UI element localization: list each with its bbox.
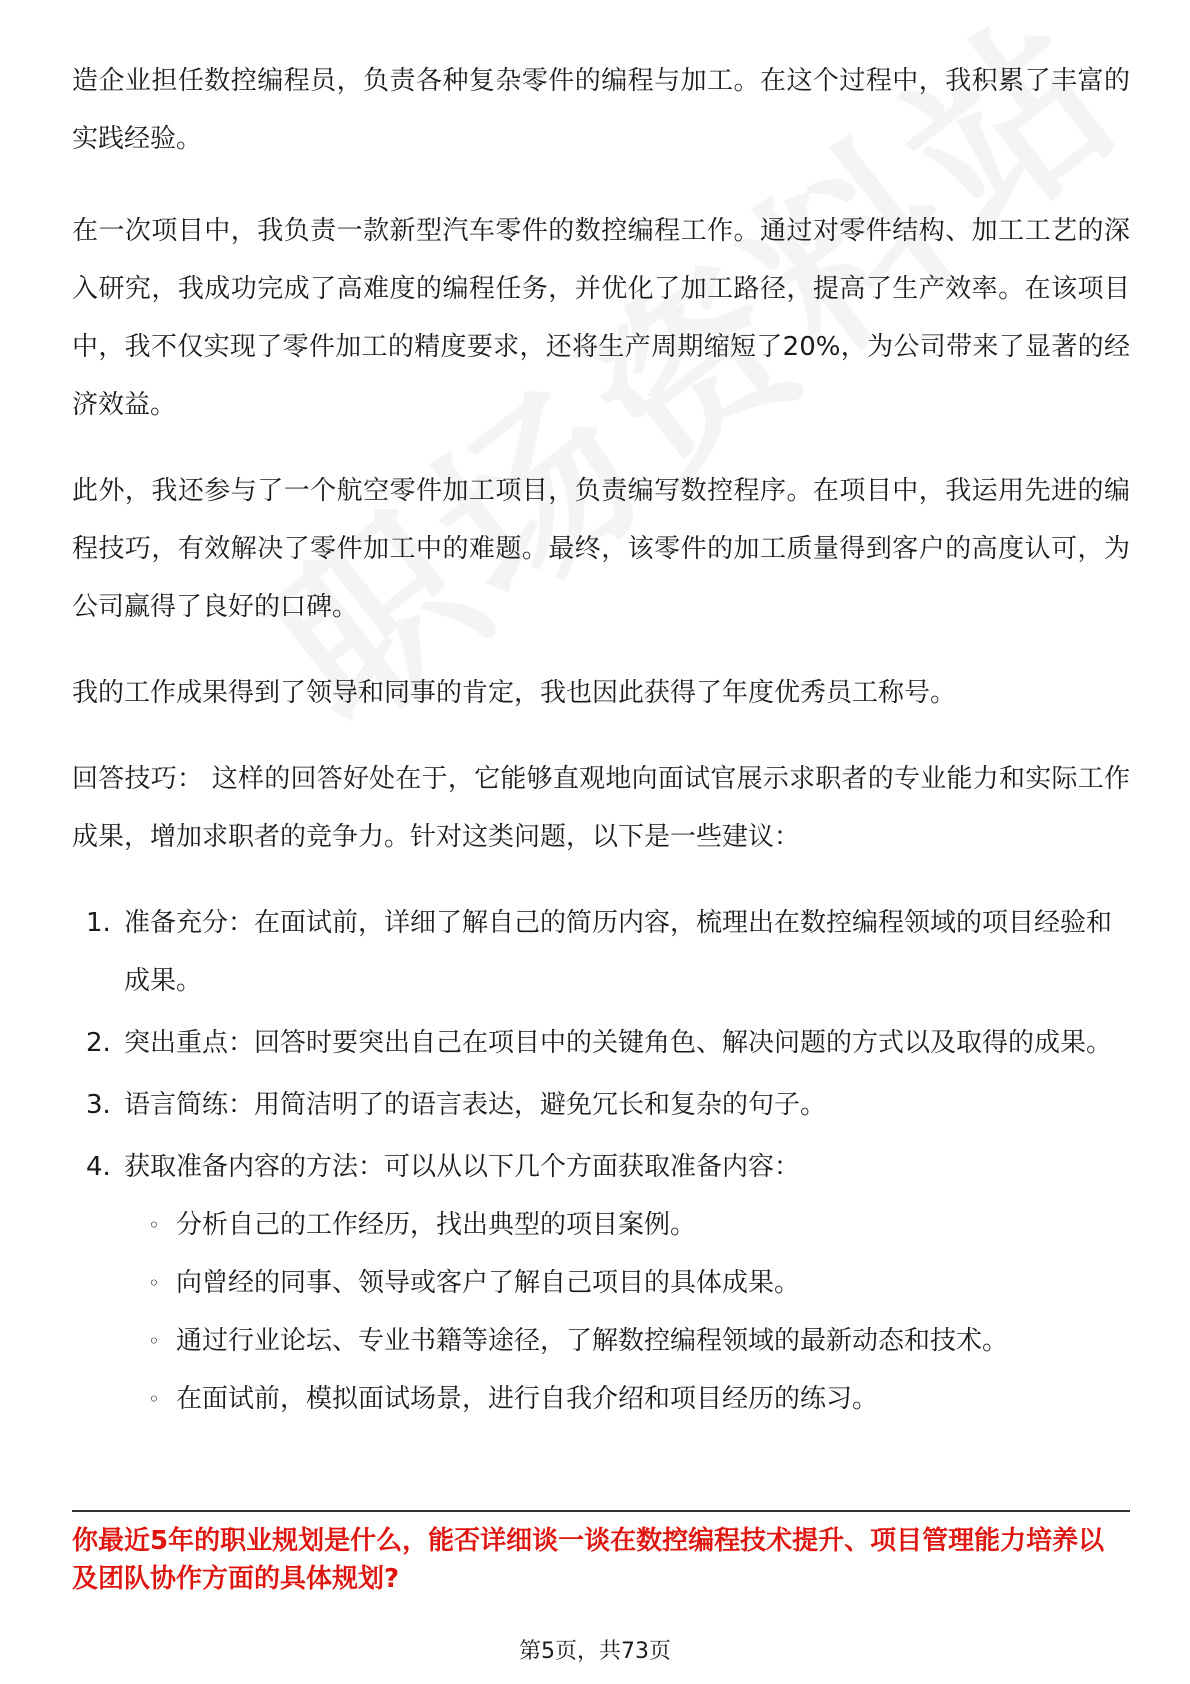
sub-list [124, 1196, 1130, 1428]
sub-list-item-text: 向曾经的同事、领导或客户了解自己项目的具体成果。 [176, 1268, 801, 1298]
tips-list [72, 894, 1130, 1428]
paragraph-4: 我的工作成果得到了领导和同事的肯定，我也因此获得了年度优秀员工称号。 [72, 678, 957, 708]
list-number: 1. [86, 908, 111, 938]
bullet-icon: ◦ [148, 1213, 160, 1237]
paragraph-1: 造企业担任数控编程员，负责各种复杂零件的编程与加工。在这个过程中，我积累了丰富的实践经验。 [72, 66, 1130, 154]
list-item-text: 获取准备内容的方法：可以从以下几个方面获取准备内容： [124, 1152, 801, 1182]
list-item [72, 1138, 1130, 1428]
list-item [72, 1014, 1130, 1072]
list-item [72, 894, 1130, 1010]
list-number: 2. [86, 1028, 111, 1058]
sub-list-item-text: 在面试前，模拟面试场景，进行自我介绍和项目经历的练习。 [176, 1384, 879, 1414]
list-item [72, 1076, 1130, 1134]
list-number: 3. [86, 1090, 111, 1120]
sub-list-item [124, 1254, 1130, 1312]
sub-list-item [124, 1196, 1130, 1254]
list-item-text: 准备充分：在面试前，详细了解自己的简历内容，梳理出在数控编程领域的项目经验和成果。 [124, 908, 1113, 996]
list-item-text: 突出重点：回答时要突出自己在项目中的关键角色、解决问题的方式以及取得的成果。 [124, 1028, 1113, 1058]
section-divider [72, 1510, 1130, 1512]
list-number: 4. [86, 1152, 111, 1182]
bullet-icon: ◦ [148, 1271, 160, 1295]
sub-list-item [124, 1370, 1130, 1428]
bullet-icon: ◦ [148, 1329, 160, 1353]
list-item-text: 语言简练：用简洁明了的语言表达，避免冗长和复杂的句子。 [124, 1090, 827, 1120]
sub-list-item [124, 1312, 1130, 1370]
paragraph-3: 此外，我还参与了一个航空零件加工项目，负责编写数控程序。在项目中，我运用先进的编程技巧，有效解决了零件加工中的难题。最终，该零件的加工质量得到客户的高度认可，为公司赢得了良好的口碑。 [72, 476, 1130, 622]
paragraph-2: 在一次项目中，我负责一款新型汽车零件的数控编程工作。通过对零件结构、加工工艺的深入研究，我成功完成了高难度的编程任务，并优化了加工路径，提高了生产效率。在该项目中，我不仅实现了零件加工的精度要求，还将生产周期缩短了20%，为公司带来了显著的经济效益。 [72, 216, 1130, 420]
page-content [72, 52, 1130, 1432]
interview-question: 你最近5年的职业规划是什么，能否详细谈一谈在数控编程技术提升、项目管理能力培养以及团队协作方面的具体规划? [72, 1526, 1105, 1594]
page-number: 第5页，共73页 [519, 1639, 671, 1664]
sub-list-item-text: 通过行业论坛、专业书籍等途径，了解数控编程领域的最新动态和技术。 [176, 1326, 1009, 1356]
answer-tips-intro: 回答技巧： 这样的回答好处在于，它能够直观地向面试官展示求职者的专业能力和实际工作成果，增加求职者的竞争力。针对这类问题，以下是一些建议： [72, 764, 1130, 852]
sub-list-item-text: 分析自己的工作经历，找出典型的项目案例。 [176, 1210, 697, 1240]
bullet-icon: ◦ [148, 1387, 160, 1411]
